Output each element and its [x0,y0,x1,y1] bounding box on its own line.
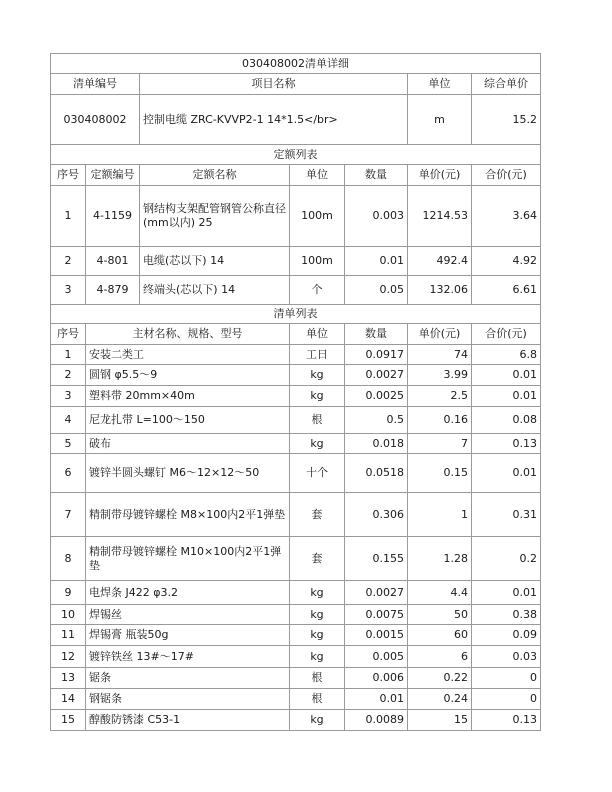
quota-code: 4-879 [86,276,140,305]
material-total: 0 [472,689,541,710]
materials-section-title: 清单列表 [51,305,541,324]
material-row [51,365,541,386]
material-price: 4.4 [408,581,472,605]
bill-detail-table [50,53,541,731]
material-row [51,386,541,407]
quota-col-total: 合价(元) [472,165,541,186]
quota-unit: 100m [290,247,345,276]
price-label: 综合单价 [472,74,541,95]
material-no: 2 [51,365,86,386]
quota-col-price: 单价(元) [408,165,472,186]
material-price: 2.5 [408,386,472,407]
quota-total: 4.92 [472,247,541,276]
material-price: 6 [408,646,472,668]
material-no: 1 [51,345,86,365]
material-row [51,581,541,605]
material-name: 电焊条 J422 φ3.2 [86,581,290,605]
material-name: 圆钢 φ5.5～9 [86,365,290,386]
material-name: 精制带母镀锌螺栓 M8×100内2平1弹垫 [86,493,290,537]
quota-no: 2 [51,247,86,276]
bill-unit: m [408,95,472,145]
material-unit: 套 [290,493,345,537]
material-qty: 0.155 [345,537,408,581]
quota-price: 1214.53 [408,186,472,247]
bill-value-row [51,95,541,145]
quota-col-qty: 数量 [345,165,408,186]
bill-header-row [51,74,541,95]
material-no: 6 [51,454,86,493]
material-total: 0.01 [472,365,541,386]
material-name: 尼龙扎带 L=100～150 [86,407,290,434]
material-name: 破布 [86,434,290,454]
material-total: 0.31 [472,493,541,537]
bill-code: 030408002 [51,95,140,145]
mat-col-price: 单价(元) [408,324,472,345]
quota-section-title: 定额列表 [51,145,541,165]
material-qty: 0.018 [345,434,408,454]
material-no: 13 [51,668,86,689]
material-no: 5 [51,434,86,454]
quota-total: 6.61 [472,276,541,305]
material-total: 0.13 [472,710,541,731]
material-name: 安装二类工 [86,345,290,365]
material-qty: 0.01 [345,689,408,710]
quota-code: 4-801 [86,247,140,276]
quota-qty: 0.01 [345,247,408,276]
quota-no: 3 [51,276,86,305]
material-row [51,454,541,493]
quota-name: 终端头(芯以下) 14 [140,276,290,305]
material-row [51,434,541,454]
material-price: 0.15 [408,454,472,493]
material-total: 0.09 [472,625,541,646]
quota-unit: 个 [290,276,345,305]
material-unit: kg [290,365,345,386]
material-row [51,537,541,581]
material-price: 1 [408,493,472,537]
material-qty: 0.0917 [345,345,408,365]
materials-header-row [51,324,541,345]
material-no: 3 [51,386,86,407]
material-no: 4 [51,407,86,434]
material-no: 11 [51,625,86,646]
material-name: 锯条 [86,668,290,689]
quota-row [51,247,541,276]
material-unit: 十个 [290,454,345,493]
mat-col-unit: 单位 [290,324,345,345]
quota-total: 3.64 [472,186,541,247]
material-total: 0.03 [472,646,541,668]
material-name: 醇酸防锈漆 C53-1 [86,710,290,731]
quota-col-name: 定额名称 [140,165,290,186]
material-price: 0.24 [408,689,472,710]
material-qty: 0.0518 [345,454,408,493]
quota-header-row [51,165,541,186]
mat-col-total: 合价(元) [472,324,541,345]
material-row [51,668,541,689]
name-label: 项目名称 [140,74,408,95]
quota-col-code: 定额编号 [86,165,140,186]
quota-col-unit: 单位 [290,165,345,186]
material-row [51,646,541,668]
material-total: 0.01 [472,454,541,493]
material-qty: 0.006 [345,668,408,689]
material-unit: kg [290,646,345,668]
material-name: 焊锡膏 瓶装50g [86,625,290,646]
material-row [51,625,541,646]
material-row [51,689,541,710]
material-name: 精制带母镀锌螺栓 M10×100内2平1弹垫 [86,537,290,581]
material-name: 镀锌铁丝 13#～17# [86,646,290,668]
material-name: 焊锡丝 [86,605,290,625]
quota-no: 1 [51,186,86,247]
material-price: 15 [408,710,472,731]
material-qty: 0.0027 [345,581,408,605]
unit-label: 单位 [408,74,472,95]
material-row [51,605,541,625]
material-unit: kg [290,605,345,625]
material-unit: 根 [290,689,345,710]
material-qty: 0.0015 [345,625,408,646]
mat-col-qty: 数量 [345,324,408,345]
material-total: 0.2 [472,537,541,581]
quota-section-row [51,145,541,165]
material-qty: 0.306 [345,493,408,537]
material-price: 60 [408,625,472,646]
material-unit: 根 [290,668,345,689]
material-qty: 0.5 [345,407,408,434]
material-price: 0.22 [408,668,472,689]
material-qty: 0.0025 [345,386,408,407]
material-unit: 套 [290,537,345,581]
material-total: 0 [472,668,541,689]
material-row [51,710,541,731]
material-name: 钢锯条 [86,689,290,710]
material-unit: kg [290,625,345,646]
material-no: 10 [51,605,86,625]
material-qty: 0.0075 [345,605,408,625]
bill-price: 15.2 [472,95,541,145]
material-row [51,493,541,537]
material-price: 1.28 [408,537,472,581]
material-total: 0.01 [472,581,541,605]
quota-name: 电缆(芯以下) 14 [140,247,290,276]
material-unit: kg [290,386,345,407]
material-name: 塑料带 20mm×40m [86,386,290,407]
quota-col-no: 序号 [51,165,86,186]
code-label: 清单编号 [51,74,140,95]
quota-qty: 0.003 [345,186,408,247]
material-no: 14 [51,689,86,710]
material-row [51,407,541,434]
material-qty: 0.0027 [345,365,408,386]
material-name: 镀锌半圆头螺钉 M6～12×12～50 [86,454,290,493]
material-total: 0.38 [472,605,541,625]
material-unit: kg [290,710,345,731]
material-total: 6.8 [472,345,541,365]
materials-section-row [51,305,541,324]
material-unit: 工日 [290,345,345,365]
material-no: 9 [51,581,86,605]
quota-row [51,186,541,247]
material-qty: 0.0089 [345,710,408,731]
material-no: 15 [51,710,86,731]
material-unit: kg [290,581,345,605]
material-unit: kg [290,434,345,454]
material-no: 7 [51,493,86,537]
material-no: 8 [51,537,86,581]
material-row [51,345,541,365]
material-price: 74 [408,345,472,365]
quota-name: 钢结构支架配管钢管公称直径(mm以内) 25 [140,186,290,247]
material-no: 12 [51,646,86,668]
material-price: 7 [408,434,472,454]
title-row [51,54,541,74]
quota-price: 492.4 [408,247,472,276]
mat-col-no: 序号 [51,324,86,345]
mat-col-name: 主材名称、规格、型号 [86,324,290,345]
table-title: 030408002清单详细 [51,54,541,74]
bill-name: 控制电缆 ZRC-KVVP2-1 14*1.5</br> [140,95,408,145]
quota-row [51,276,541,305]
quota-qty: 0.05 [345,276,408,305]
quota-unit: 100m [290,186,345,247]
material-price: 50 [408,605,472,625]
material-price: 0.16 [408,407,472,434]
material-total: 0.08 [472,407,541,434]
material-total: 0.01 [472,386,541,407]
material-total: 0.13 [472,434,541,454]
quota-price: 132.06 [408,276,472,305]
material-qty: 0.005 [345,646,408,668]
material-unit: 根 [290,407,345,434]
material-price: 3.99 [408,365,472,386]
quota-code: 4-1159 [86,186,140,247]
